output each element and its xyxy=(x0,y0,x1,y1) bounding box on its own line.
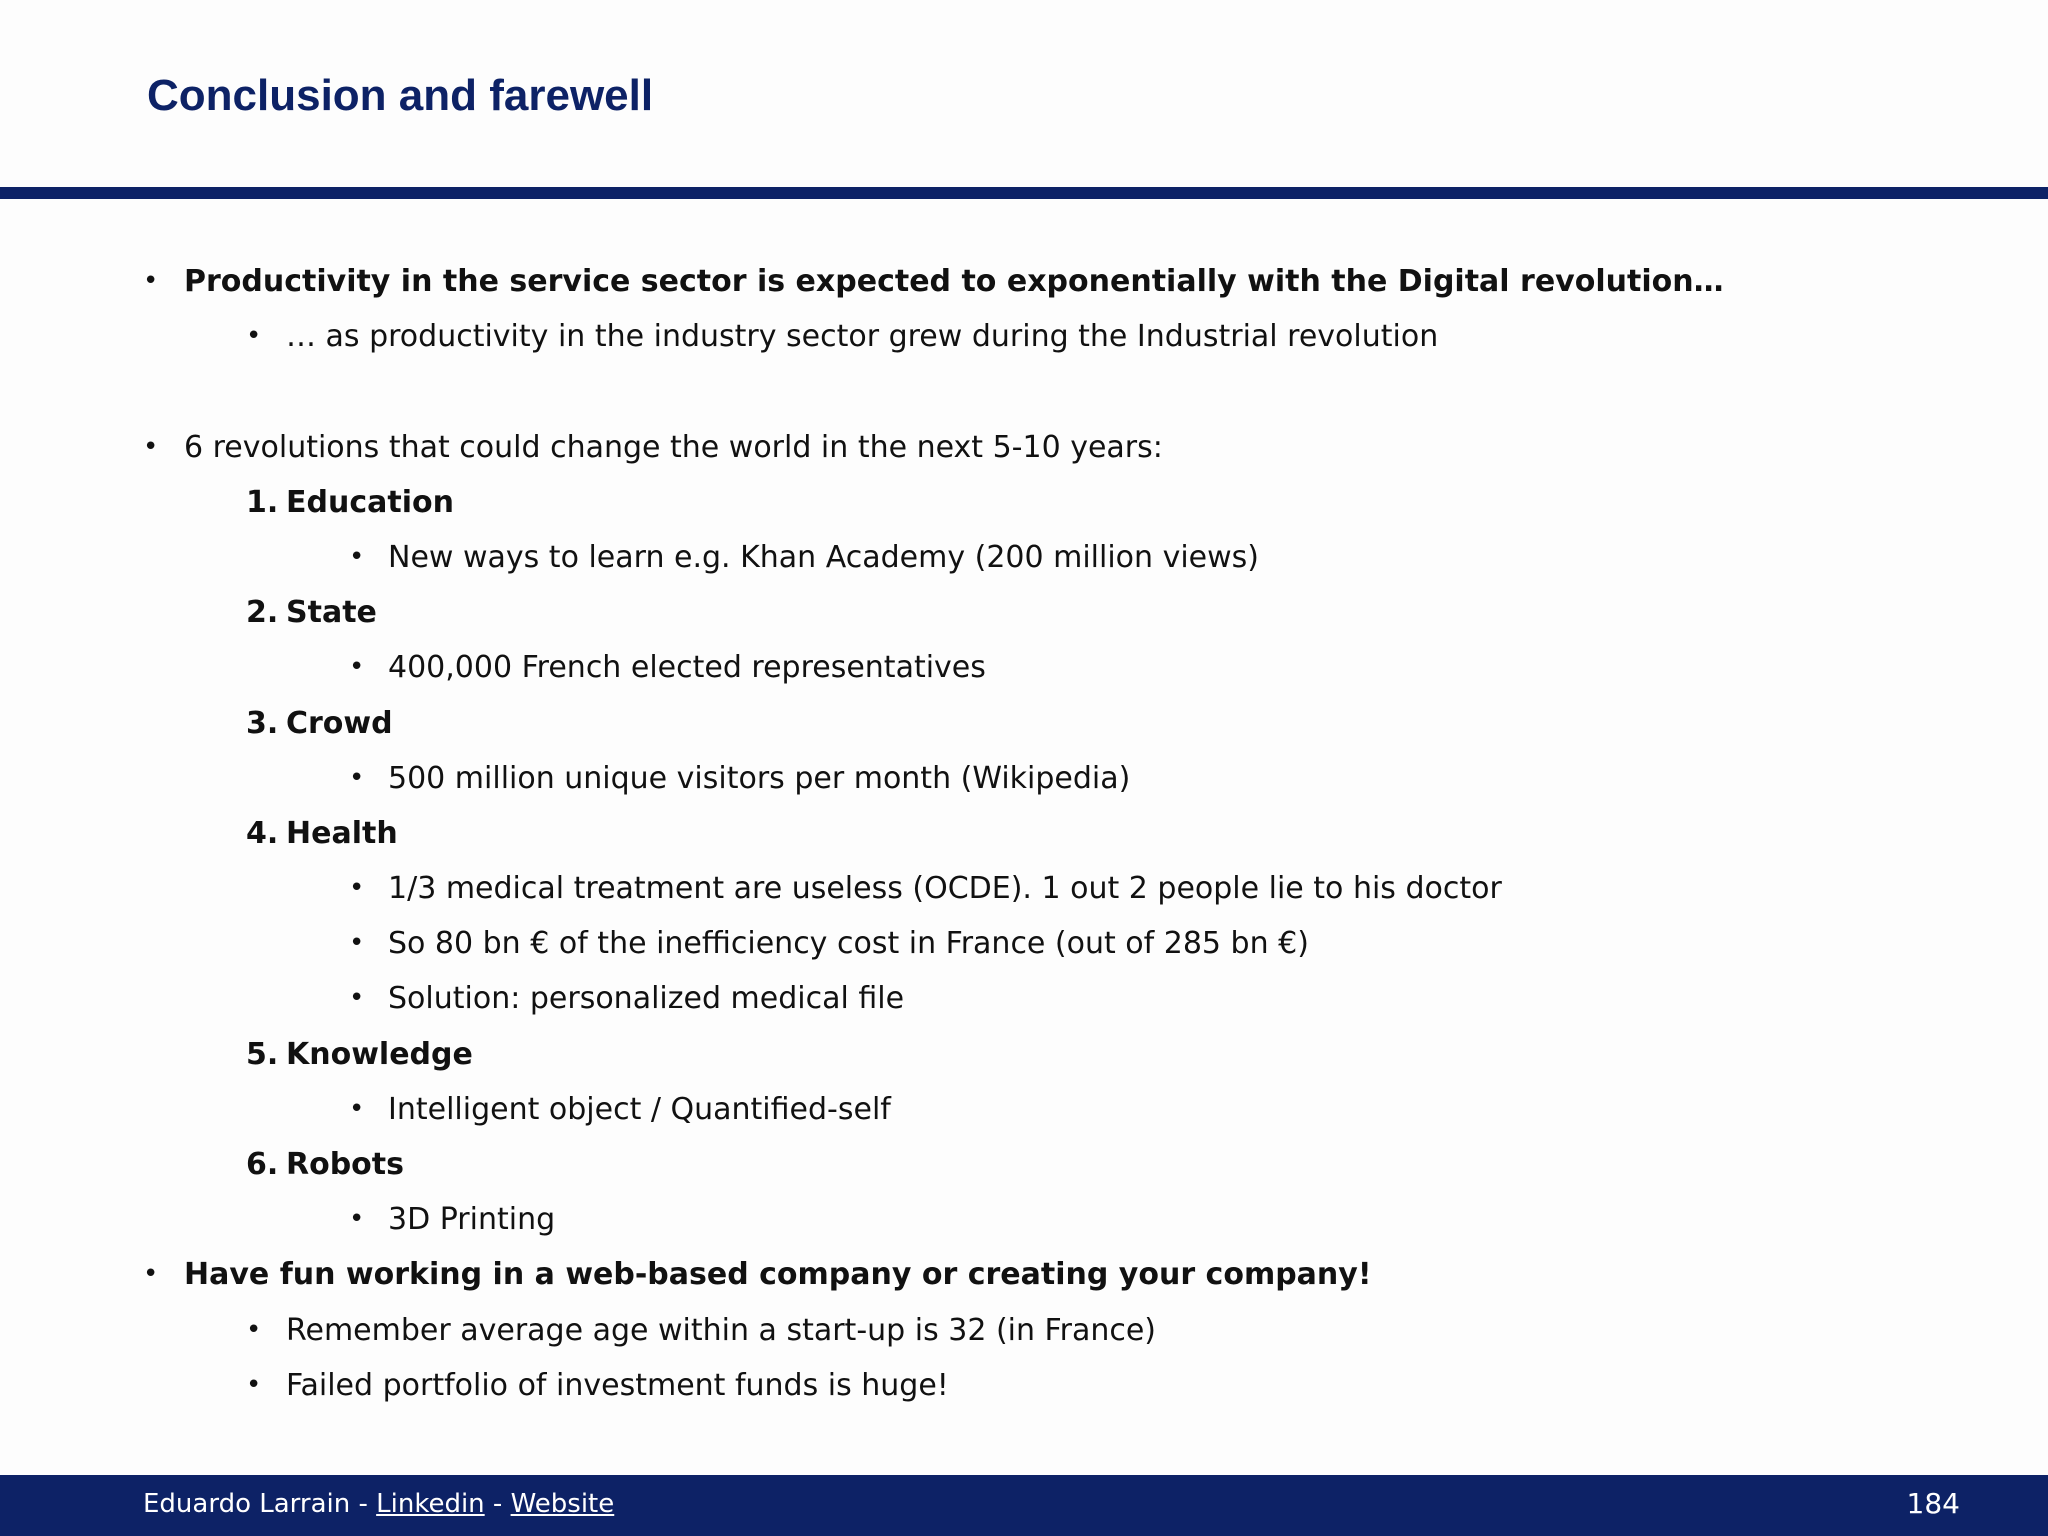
bullet-fun-sub xyxy=(0,1303,2048,1358)
revolution-detail xyxy=(0,751,2048,806)
bullet-productivity-sub xyxy=(0,309,2048,364)
revolution-detail xyxy=(0,640,2048,695)
detail-text: Solution: personalized medical file xyxy=(388,981,905,1017)
bullet-icon: • xyxy=(246,321,262,352)
bullet-icon: • xyxy=(143,266,159,296)
bullet-icon: • xyxy=(349,873,365,904)
bullet-icon: • xyxy=(349,983,365,1014)
item-label: Health xyxy=(286,815,398,851)
detail-text: 400,000 French elected representatives xyxy=(388,650,986,686)
footer-credits xyxy=(143,1489,614,1519)
bullet-icon: • xyxy=(349,541,365,572)
detail-text: New ways to learn e.g. Khan Academy (200 million views) xyxy=(388,539,1259,575)
revolution-detail xyxy=(0,1082,2048,1137)
slide-title: Conclusion and farewell xyxy=(147,71,654,120)
bullet-fun-sub xyxy=(0,1358,2048,1413)
page-number: 184 xyxy=(1906,1487,1960,1520)
revolution-item-state xyxy=(0,585,2048,640)
productivity-heading: Productivity in the service sector is expected to exponentially with the Digital revolution… xyxy=(184,264,1724,299)
detail-text: 3D Printing xyxy=(388,1202,556,1238)
revolutions-intro: 6 revolutions that could change the world in the next 5-10 years: xyxy=(184,429,1163,465)
revolution-item-education xyxy=(0,475,2048,530)
detail-text: 500 million unique visitors per month (Wikipedia) xyxy=(388,760,1131,796)
footer-separator: - xyxy=(484,1489,511,1519)
item-number: 2. xyxy=(246,595,279,631)
bullet-fun xyxy=(0,1247,2048,1302)
revolution-detail xyxy=(0,916,2048,971)
bullet-icon: • xyxy=(143,431,159,462)
detail-text: So 80 bn € of the inefficiency cost in France (out of 285 bn €) xyxy=(388,926,1309,962)
revolution-detail xyxy=(0,971,2048,1026)
footer-author: Eduardo Larrain - xyxy=(143,1489,377,1519)
bullet-icon: • xyxy=(349,1093,365,1124)
title-divider xyxy=(0,187,2048,199)
bullet-icon: • xyxy=(349,762,365,793)
fun-sub: Failed portfolio of investment funds is huge! xyxy=(286,1367,949,1403)
item-number: 1. xyxy=(246,484,279,520)
detail-text: Intelligent object / Quantified-self xyxy=(388,1091,891,1127)
revolution-detail xyxy=(0,1192,2048,1247)
revolution-detail xyxy=(0,861,2048,916)
item-label: Robots xyxy=(286,1147,404,1182)
bullet-icon: • xyxy=(349,1204,365,1235)
slide-content xyxy=(0,254,2048,1413)
bullet-icon: • xyxy=(246,1369,262,1400)
revolution-item-crowd xyxy=(0,696,2048,751)
website-link[interactable]: Website xyxy=(510,1489,615,1519)
bullet-icon: • xyxy=(349,928,365,959)
fun-sub: Remember average age within a start-up is 32 (in France) xyxy=(286,1312,1156,1348)
footer-bar xyxy=(0,1475,2048,1536)
detail-text: 1/3 medical treatment are useless (OCDE). 1 out 2 people lie to his doctor xyxy=(388,871,1502,907)
revolution-item-knowledge xyxy=(0,1027,2048,1082)
revolution-item-health xyxy=(0,806,2048,861)
revolution-detail xyxy=(0,530,2048,585)
fun-heading: Have fun working in a web-based company or creating your company! xyxy=(184,1257,1372,1293)
productivity-sub: … as productivity in the industry sector grew during the Industrial revolution xyxy=(286,319,1439,355)
item-number: 3. xyxy=(246,705,279,741)
item-label: Crowd xyxy=(286,705,393,741)
item-label: Knowledge xyxy=(286,1036,473,1072)
bullet-icon: • xyxy=(349,652,365,683)
bullet-icon: • xyxy=(143,1259,159,1290)
bullet-revolutions xyxy=(0,420,2048,475)
item-number: 4. xyxy=(246,815,279,851)
bullet-icon: • xyxy=(246,1314,262,1345)
bullet-productivity xyxy=(0,254,2048,309)
item-label: State xyxy=(286,595,377,631)
linkedin-link[interactable]: Linkedin xyxy=(376,1489,485,1519)
item-number: 6. xyxy=(246,1147,279,1182)
revolution-item-robots xyxy=(0,1137,2048,1192)
spacer xyxy=(0,364,2048,419)
item-number: 5. xyxy=(246,1036,279,1072)
item-label: Education xyxy=(286,484,454,520)
